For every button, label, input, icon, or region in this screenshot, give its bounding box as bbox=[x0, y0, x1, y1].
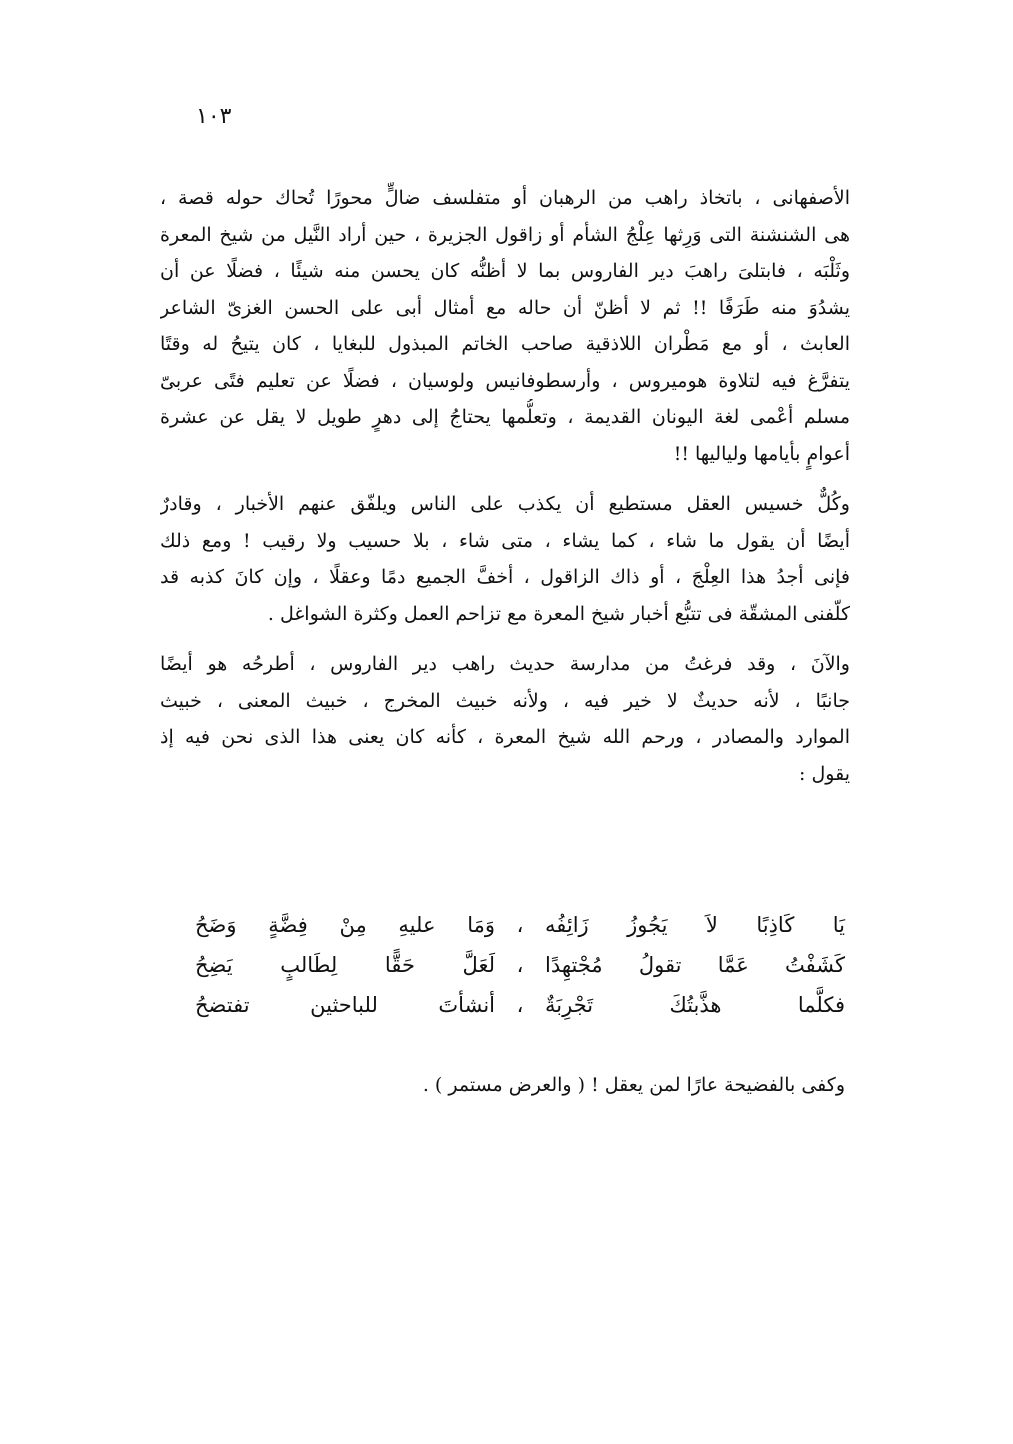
verse-second-hemistich: أنشأتَ للباحثين تفتضحُ bbox=[195, 993, 495, 1017]
text-line: يتفرَّغ فيه لتلاوة هوميروس ، وأرسطوفانيس ولوسيان ، فضلًا عن تعليم فتًى عربىّ bbox=[160, 369, 850, 392]
body-text bbox=[160, 180, 850, 792]
text-line: وكُلٌّ خسيس العقل مستطيع أن يكذب على الناس ويلفّق عنهم الأخبار ، وقادرٌ bbox=[160, 493, 850, 515]
verse-first-hemistich: يَا كَاذِبًا لاَ يَجُوزُ زَائِفُه bbox=[545, 913, 845, 937]
paragraph-3 bbox=[160, 646, 850, 792]
verse-second-hemistich: لَعَلَّ حَقًّا لِطَالبٍ يَضِحُ bbox=[195, 953, 495, 977]
text-line: أعوامٍ بأيامها ولياليها !! bbox=[673, 442, 850, 465]
text-line: العابث ، أو مع مَطْران اللاذقية صاحب الخاتم المبذول للبغايا ، كان يتيحُ له وقتًا bbox=[160, 333, 850, 355]
text-line: أيضًا أن يقول ما شاء ، كما يشاء ، متى شاء ، بلا حسيب ولا رقيب ! ومع ذلك bbox=[160, 529, 850, 552]
paragraph-1 bbox=[160, 180, 850, 472]
page-number: ١٠٣ bbox=[196, 104, 232, 129]
verse-separator: ، bbox=[516, 913, 524, 937]
text-line: يقول : bbox=[799, 762, 850, 785]
verse-second-hemistich: وَمَا عليهِ مِنْ فِضَّةٍ وَضَحُ bbox=[195, 913, 495, 937]
paragraph-gap bbox=[160, 472, 850, 486]
text-line: هى الشنشنة التى وَرِثها عِلْجُ الشأم أو زاقول الجزيرة ، حين أراد النَّيل من شيخ المعرة bbox=[160, 223, 850, 246]
poem bbox=[195, 905, 845, 1025]
poem-verse bbox=[195, 945, 845, 985]
text-line: والآنَ ، وقد فرغتُ من مدارسة حديث راهب دير الفاروس ، أطرحُه هو أيضًا bbox=[160, 653, 850, 675]
verse-first-hemistich: فكلَّما هذَّبتُكَ تَجْرِبَةٌ bbox=[545, 993, 845, 1017]
paragraph-2 bbox=[160, 486, 850, 632]
text-line: يشدُوَ منه طَرَفًا !! ثم لا أظنّ أن حاله مع أمثال أبى على الحسن الغزىّ الشاعر bbox=[160, 296, 850, 319]
text-line: الموارد والمصادر ، ورحم الله شيخ المعرة ، كأنه كان يعنى هذا الذى نحن فيه إذ bbox=[160, 726, 850, 748]
text-line: جانبًا ، لأنه حديثٌ لا خير فيه ، ولأنه خبيث المخرج ، خبيث المعنى ، خبيث bbox=[160, 689, 850, 712]
paragraph-gap bbox=[160, 632, 850, 646]
text-line: فإنى أجدُ هذا العِلْجَ ، أو ذاك الزاقول ، أخفَّ الجميع دمًا وعقلًا ، وإن كانَ كذبه قد bbox=[160, 566, 850, 588]
text-line: الأصفهانى ، باتخاذ راهب من الرهبان أو متفلسف ضالٍّ محورًا تُحاك حوله قصة ، bbox=[160, 187, 850, 209]
poem-verse bbox=[195, 985, 845, 1025]
verse-separator: ، bbox=[516, 953, 524, 977]
poem-verse bbox=[195, 905, 845, 945]
verse-first-hemistich: كَشَفْتُ عَمَّا تقولُ مُجْتهِدًا bbox=[545, 953, 845, 977]
text-line: مسلم أعْمى لغة اليونان القديمة ، وتعلُّمها يحتاجُ إلى دهرٍ طويل لا يقل عن عشرة bbox=[160, 406, 850, 428]
closing-line: وكفى بالفضيحة عارًا لمن يعقل ! ( والعرض مستمر ) . bbox=[422, 1074, 845, 1096]
verse-separator: ، bbox=[516, 993, 524, 1017]
text-line: وثَلْبَه ، فابتلىَ راهبَ دير الفاروس بما لا أظنُّه كان يحسن منه شيئًا ، فضلًا عن أن bbox=[160, 260, 850, 282]
text-line: كلّفنى المشقّة فى تتبُّع أخبار شيخ المعرة مع تزاحم العمل وكثرة الشواغل . bbox=[267, 602, 850, 625]
